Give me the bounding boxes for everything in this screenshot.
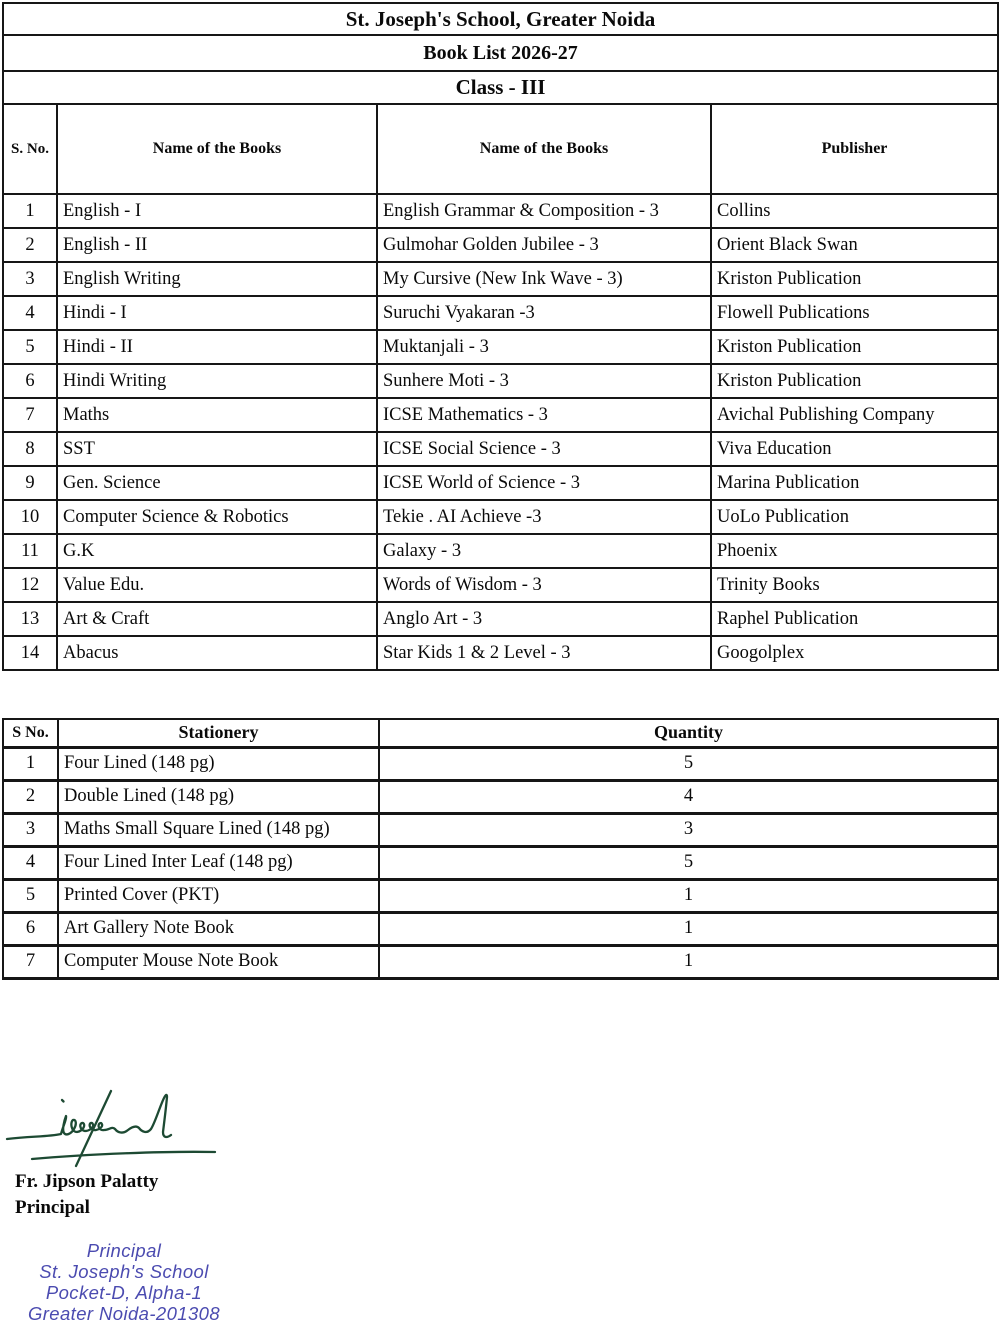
book-publisher: Orient Black Swan xyxy=(711,228,998,262)
stationery-table-row xyxy=(3,846,998,879)
book-publisher: Googolplex xyxy=(711,636,998,670)
book-list-title: Book List 2026-27 xyxy=(3,35,998,71)
principal-signature xyxy=(2,1088,222,1170)
book-subject: Computer Science & Robotics xyxy=(57,500,377,534)
stationery-item: Double Lined (148 pg) xyxy=(58,780,379,813)
book-subject: English - I xyxy=(57,194,377,228)
book-subject: Hindi Writing xyxy=(57,364,377,398)
book-name: Anglo Art - 3 xyxy=(377,602,711,636)
book-sno: 12 xyxy=(3,568,57,602)
stationery-quantity: 4 xyxy=(379,780,998,813)
book-subject: Abacus xyxy=(57,636,377,670)
book-list-table xyxy=(2,2,999,671)
header-publisher: Publisher xyxy=(711,104,998,194)
header-sno: S. No. xyxy=(3,104,57,194)
book-name: Star Kids 1 & 2 Level - 3 xyxy=(377,636,711,670)
stationery-item: Printed Cover (PKT) xyxy=(58,879,379,912)
stationery-quantity: 1 xyxy=(379,912,998,945)
signatory-name: Fr. Jipson Palatty xyxy=(15,1171,159,1192)
book-sno: 11 xyxy=(3,534,57,568)
stationery-sno: 3 xyxy=(3,813,58,846)
stamp-line-4: Greater Noida-201308 xyxy=(27,1303,221,1324)
book-table-row xyxy=(3,466,998,500)
header-book-name: Name of the Books xyxy=(377,104,711,194)
class-title: Class - III xyxy=(3,71,998,104)
signature-ink-icon xyxy=(2,1088,222,1170)
book-sno: 4 xyxy=(3,296,57,330)
book-table-row xyxy=(3,602,998,636)
book-publisher: Flowell Publications xyxy=(711,296,998,330)
book-sno: 6 xyxy=(3,364,57,398)
book-publisher: UoLo Publication xyxy=(711,500,998,534)
stationery-item: Four Lined (148 pg) xyxy=(58,747,379,780)
signatory-block xyxy=(15,1169,158,1221)
book-publisher: Kriston Publication xyxy=(711,262,998,296)
book-name: Galaxy - 3 xyxy=(377,534,711,568)
book-name: Muktanjali - 3 xyxy=(377,330,711,364)
title-row xyxy=(3,3,998,35)
book-sno: 14 xyxy=(3,636,57,670)
stationery-header-row xyxy=(3,719,998,747)
header-subject: Name of the Books xyxy=(57,104,377,194)
stationery-item: Art Gallery Note Book xyxy=(58,912,379,945)
stamp-line-2: St. Joseph's School xyxy=(39,1261,209,1282)
book-publisher: Kriston Publication xyxy=(711,330,998,364)
stationery-item: Four Lined Inter Leaf (148 pg) xyxy=(58,846,379,879)
class-row xyxy=(3,71,998,104)
subtitle-row xyxy=(3,35,998,71)
stationery-table-row xyxy=(3,747,998,780)
book-subject: Value Edu. xyxy=(57,568,377,602)
stamp-line-1: Principal xyxy=(86,1240,162,1261)
book-name: My Cursive (New Ink Wave - 3) xyxy=(377,262,711,296)
book-publisher: Trinity Books xyxy=(711,568,998,602)
book-name: Suruchi Vyakaran -3 xyxy=(377,296,711,330)
stationery-item: Maths Small Square Lined (148 pg) xyxy=(58,813,379,846)
stationery-quantity: 5 xyxy=(379,846,998,879)
book-sno: 9 xyxy=(3,466,57,500)
book-subject: English Writing xyxy=(57,262,377,296)
book-table-row xyxy=(3,296,998,330)
stationery-quantity: 5 xyxy=(379,747,998,780)
book-name: ICSE World of Science - 3 xyxy=(377,466,711,500)
principal-stamp xyxy=(6,1240,242,1324)
book-subject: Art & Craft xyxy=(57,602,377,636)
book-table-row xyxy=(3,364,998,398)
stamp-line-3: Pocket-D, Alpha-1 xyxy=(45,1282,203,1303)
book-table-row xyxy=(3,398,998,432)
book-table-body xyxy=(3,3,998,670)
book-sno: 2 xyxy=(3,228,57,262)
book-subject: English - II xyxy=(57,228,377,262)
book-sno: 3 xyxy=(3,262,57,296)
stationery-table-row xyxy=(3,879,998,912)
book-table-header-row xyxy=(3,104,998,194)
book-table-row xyxy=(3,432,998,466)
book-subject: G.K xyxy=(57,534,377,568)
book-table-row xyxy=(3,330,998,364)
stationery-table xyxy=(2,718,999,980)
stationery-table-row xyxy=(3,813,998,846)
book-publisher: Phoenix xyxy=(711,534,998,568)
book-table-row xyxy=(3,568,998,602)
book-name: Sunhere Moti - 3 xyxy=(377,364,711,398)
book-sno: 7 xyxy=(3,398,57,432)
book-name: Tekie . AI Achieve -3 xyxy=(377,500,711,534)
stationery-table-row xyxy=(3,912,998,945)
stationery-table-row xyxy=(3,780,998,813)
book-publisher: Viva Education xyxy=(711,432,998,466)
stationery-table-body xyxy=(3,719,998,978)
book-sno: 10 xyxy=(3,500,57,534)
book-sno: 5 xyxy=(3,330,57,364)
book-publisher: Avichal Publishing Company xyxy=(711,398,998,432)
stationery-table-row xyxy=(3,945,998,978)
school-title: St. Joseph's School, Greater Noida xyxy=(3,3,998,35)
book-name: ICSE Mathematics - 3 xyxy=(377,398,711,432)
book-subject: Maths xyxy=(57,398,377,432)
book-publisher: Kriston Publication xyxy=(711,364,998,398)
stationery-quantity: 1 xyxy=(379,945,998,978)
book-name: Gulmohar Golden Jubilee - 3 xyxy=(377,228,711,262)
book-sno: 13 xyxy=(3,602,57,636)
stationery-sno: 5 xyxy=(3,879,58,912)
book-subject: Hindi - II xyxy=(57,330,377,364)
book-publisher: Raphel Publication xyxy=(711,602,998,636)
header-stationery: Stationery xyxy=(58,719,379,747)
book-name: Words of Wisdom - 3 xyxy=(377,568,711,602)
book-table-row xyxy=(3,636,998,670)
book-publisher: Collins xyxy=(711,194,998,228)
stationery-quantity: 3 xyxy=(379,813,998,846)
book-sno: 8 xyxy=(3,432,57,466)
book-sno: 1 xyxy=(3,194,57,228)
stationery-quantity: 1 xyxy=(379,879,998,912)
stationery-sno: 2 xyxy=(3,780,58,813)
stationery-sno: 7 xyxy=(3,945,58,978)
book-table-row xyxy=(3,534,998,568)
book-subject: SST xyxy=(57,432,377,466)
book-table-row xyxy=(3,262,998,296)
stationery-item: Computer Mouse Note Book xyxy=(58,945,379,978)
book-name: English Grammar & Composition - 3 xyxy=(377,194,711,228)
book-subject: Gen. Science xyxy=(57,466,377,500)
stationery-sno: 4 xyxy=(3,846,58,879)
book-table-row xyxy=(3,194,998,228)
book-table-row xyxy=(3,500,998,534)
book-name: ICSE Social Science - 3 xyxy=(377,432,711,466)
book-table-row xyxy=(3,228,998,262)
stationery-sno: 6 xyxy=(3,912,58,945)
header-quantity: Quantity xyxy=(379,719,998,747)
book-publisher: Marina Publication xyxy=(711,466,998,500)
header-s-no: S No. xyxy=(3,719,58,747)
stationery-sno: 1 xyxy=(3,747,58,780)
signatory-designation: Principal xyxy=(15,1197,90,1218)
book-subject: Hindi - I xyxy=(57,296,377,330)
